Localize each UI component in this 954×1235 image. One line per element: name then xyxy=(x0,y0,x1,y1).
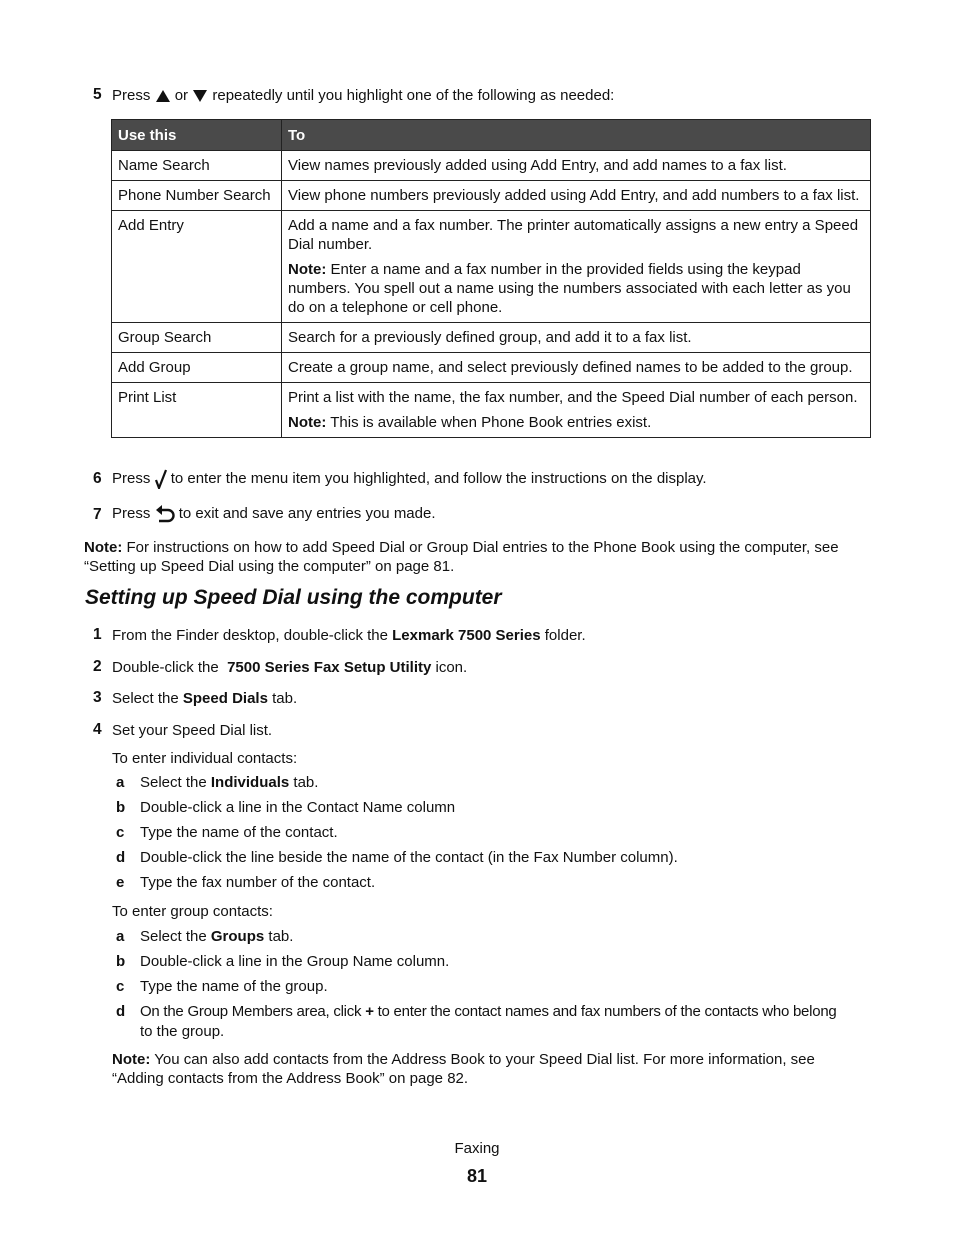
phone-book-options-table xyxy=(111,119,871,438)
table-cell-use: Print List xyxy=(112,383,282,438)
groups-intro: To enter group contacts: xyxy=(112,903,273,920)
checkmark-icon xyxy=(155,469,167,489)
table-cell-use: Name Search xyxy=(112,151,282,181)
step-7-press: Press xyxy=(112,505,151,522)
substep-label: a xyxy=(116,928,125,945)
down-arrow-icon xyxy=(192,89,208,103)
cell-text: Print a list with the name, the fax number, and the Speed Dial number of each person. xyxy=(288,389,858,406)
step-1-text xyxy=(112,626,586,645)
step-6-rest: to enter the menu item you highlighted, and follow the instructions on the display. xyxy=(170,470,707,487)
cell-note xyxy=(288,413,865,432)
step-text: to enter the contact names and fax numbers of the contacts who belong xyxy=(377,1003,837,1020)
substep-text xyxy=(140,1002,837,1021)
table-cell-use: Add Entry xyxy=(112,211,282,323)
step-bold: Lexmark 7500 Series xyxy=(392,627,541,644)
substep-label: d xyxy=(116,1003,126,1020)
note-text: Enter a name and a fax number in the provided fields using the keypad numbers. You spell out a name using the numbers associated with each letter as you do on a telephone or cell phone. xyxy=(288,261,851,316)
substep-text: Type the name of the contact. xyxy=(140,824,338,841)
substep-label: b xyxy=(116,953,126,970)
substep-text: Double-click a line in the Group Name column. xyxy=(140,953,450,970)
footer-section: Faxing xyxy=(454,1140,500,1157)
step-6-press: Press xyxy=(112,470,151,487)
substep-label: b xyxy=(116,799,126,816)
cell-text: View names previously added using Add Entry, and add names to a fax list. xyxy=(288,157,787,174)
note-label: Note: xyxy=(84,539,123,556)
step-number: 4 xyxy=(93,721,102,738)
table-row xyxy=(112,151,871,181)
table-cell-to xyxy=(282,383,871,438)
substep-label: a xyxy=(116,774,125,791)
note-label: Note: xyxy=(112,1051,151,1068)
step-number: 3 xyxy=(93,689,102,706)
step-text: On the Group Members area, click xyxy=(140,1003,362,1020)
table-cell-use: Group Search xyxy=(112,323,282,353)
note-text: This is available when Phone Book entries exist. xyxy=(330,414,652,431)
table-row xyxy=(112,353,871,383)
note-label: Note: xyxy=(288,261,327,278)
individuals-intro: To enter individual contacts: xyxy=(112,750,298,767)
table-cell-to xyxy=(282,323,871,353)
substep-text-line-2: to the group. xyxy=(140,1023,225,1040)
table-cell-to xyxy=(282,353,871,383)
section-title: Setting up Speed Dial using the computer xyxy=(85,586,502,609)
table-header-use-this: Use this xyxy=(112,120,282,151)
step-text: From the Finder desktop, double-click the xyxy=(112,627,388,644)
step-7-text xyxy=(112,504,436,524)
step-6-text xyxy=(112,469,707,489)
note-paragraph xyxy=(112,1050,815,1069)
substep-label: d xyxy=(116,849,126,866)
table-cell-to xyxy=(282,211,871,323)
step-number: 6 xyxy=(93,470,102,487)
table-header-to: To xyxy=(282,120,871,151)
step-5-rest: repeatedly until you highlight one of the following as needed: xyxy=(212,87,615,104)
step-bold: 7500 Series Fax Setup Utility xyxy=(227,659,432,676)
substep-label: e xyxy=(116,874,125,891)
step-text: tab. xyxy=(272,690,298,707)
step-5-press: Press xyxy=(112,87,151,104)
step-number: 1 xyxy=(93,626,102,643)
substep-label: c xyxy=(116,978,125,995)
step-text: tab. xyxy=(268,928,294,945)
cell-note xyxy=(288,260,865,317)
substep-text: Type the fax number of the contact. xyxy=(140,874,376,891)
cell-text: Add a name and a fax number. The printer automatically assigns a new entry a Speed Dial number. xyxy=(288,217,859,253)
step-7-rest: to exit and save any entries you made. xyxy=(178,505,436,522)
table-row xyxy=(112,323,871,353)
table-row xyxy=(112,211,871,323)
note-text: You can also add contacts from the Address Book to your Speed Dial list. For more information, see xyxy=(154,1051,815,1068)
note-text-line-2: “Setting up Speed Dial using the computer” on page 81. xyxy=(84,558,455,575)
substep-text xyxy=(140,927,293,946)
step-5-or: or xyxy=(174,87,189,104)
table-header-row xyxy=(112,120,871,151)
step-text: folder. xyxy=(544,627,586,644)
step-bold: Individuals xyxy=(210,774,290,791)
page-number: 81 xyxy=(466,1166,488,1186)
cell-text: Create a group name, and select previously defined names to be added to the group. xyxy=(288,359,853,376)
step-bold: Speed Dials xyxy=(182,690,268,707)
plus-symbol: + xyxy=(365,1003,374,1020)
step-5-text xyxy=(112,86,614,105)
step-text: Select the xyxy=(140,774,207,791)
step-number: 2 xyxy=(93,658,102,675)
step-3-text xyxy=(112,689,297,708)
table-cell-use: Phone Number Search xyxy=(112,181,282,211)
back-arrow-icon xyxy=(155,504,175,524)
substep-text: Double-click the line beside the name of the contact (in the Fax Number column). xyxy=(140,849,678,866)
table-cell-to xyxy=(282,181,871,211)
table-cell-use: Add Group xyxy=(112,353,282,383)
substep-text: Double-click a line in the Contact Name column xyxy=(140,799,456,816)
note-label: Note: xyxy=(288,414,327,431)
step-2-text xyxy=(112,658,467,677)
step-bold: Groups xyxy=(210,928,265,945)
up-arrow-icon xyxy=(155,89,171,103)
substep-text xyxy=(140,773,318,792)
substep-text: Type the name of the group. xyxy=(140,978,328,995)
substep-label: c xyxy=(116,824,125,841)
note-text-line-2: “Adding contacts from the Address Book” on page 82. xyxy=(112,1070,469,1087)
table-row xyxy=(112,383,871,438)
table-row xyxy=(112,181,871,211)
note-paragraph xyxy=(84,538,839,557)
note-text: For instructions on how to add Speed Dial or Group Dial entries to the Phone Book using the computer, see xyxy=(126,539,839,556)
cell-text: Search for a previously defined group, and add it to a fax list. xyxy=(288,329,692,346)
step-text: icon. xyxy=(435,659,468,676)
table-cell-to xyxy=(282,151,871,181)
step-text: Select the xyxy=(112,690,179,707)
step-number: 5 xyxy=(93,86,102,103)
step-text: tab. xyxy=(293,774,319,791)
step-text: Double-click the xyxy=(112,659,219,676)
cell-text: View phone numbers previously added using Add Entry, and add numbers to a fax list. xyxy=(288,187,860,204)
step-number: 7 xyxy=(93,506,102,523)
step-4-text: Set your Speed Dial list. xyxy=(112,722,273,739)
step-text: Select the xyxy=(140,928,207,945)
